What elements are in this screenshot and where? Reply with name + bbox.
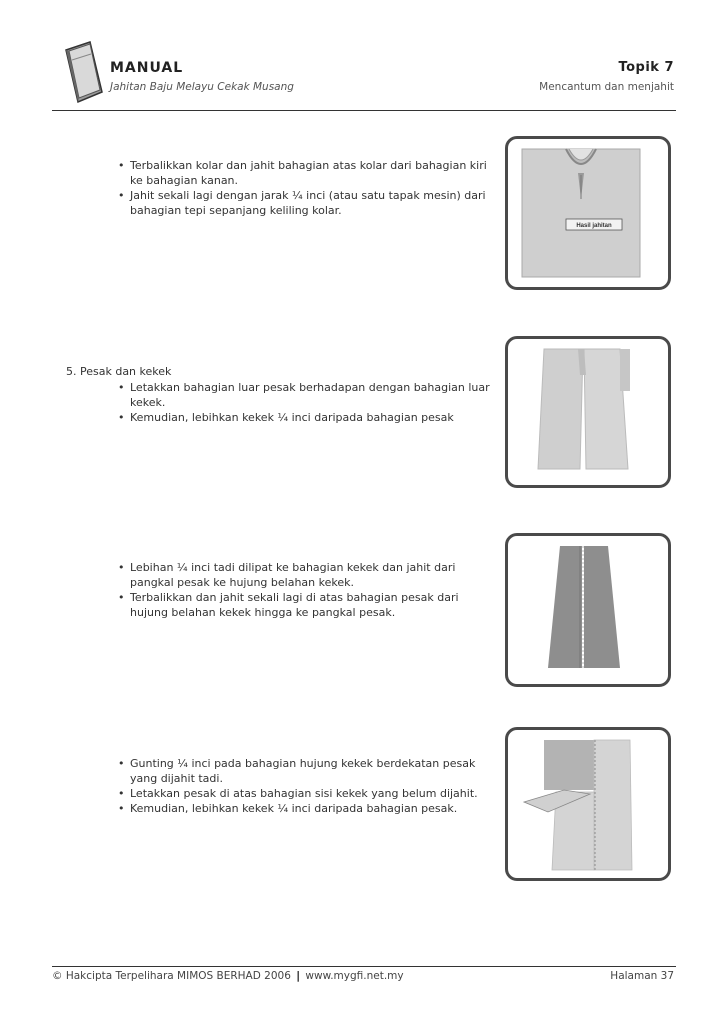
- copyright-text: © Hakcipta Terpelihara MIMOS BERHAD 2006: [52, 970, 291, 982]
- page-number: Halaman 37: [610, 970, 674, 982]
- list-item: • Lebihan ¼ inci tadi dilipat ke bahagian kekek dan jahit dari pangkal pesak ke hujung belahan kekek.: [118, 560, 498, 590]
- sew-kekek-figure: [505, 533, 671, 687]
- topic-subtitle: Mencantum dan menjahit: [539, 81, 674, 93]
- list-item: • Letakkan pesak di atas bahagian sisi kekek yang belum dijahit.: [118, 786, 498, 801]
- list-item: • Kemudian, lebihkan kekek ¼ inci daripada bahagian pesak: [118, 410, 498, 425]
- website-link[interactable]: www.mygfi.net.my: [305, 970, 404, 982]
- pesak-kekek-instructions: [118, 380, 498, 425]
- list-item: • Terbalikkan dan jahit sekali lagi di atas bahagian pesak dari hujung belahan kekek hingga ke pangkal pesak.: [118, 590, 498, 620]
- figure-label: Hasil jahitan: [576, 223, 612, 229]
- manual-title: MANUAL: [110, 60, 184, 76]
- list-item: • Gunting ¼ inci pada bahagian hujung kekek berdekatan pesak yang dijahit tadi.: [118, 756, 498, 786]
- sew-kekek-instructions: [118, 560, 498, 620]
- manual-subtitle: Jahitan Baju Melayu Cekak Musang: [110, 81, 294, 93]
- manual-book-icon: [60, 40, 108, 106]
- section-title-pesak-kekek: 5. Pesak dan kekek: [66, 365, 172, 378]
- collar-instructions: [118, 158, 498, 218]
- topic-number: Topik 7: [618, 60, 674, 75]
- footer-left: [52, 970, 404, 982]
- list-item: • Letakkan bahagian luar pesak berhadapan dengan bahagian luar kekek.: [118, 380, 498, 410]
- footer-divider: [52, 966, 676, 967]
- header-divider: [52, 110, 676, 111]
- pesak-kekek-figure: [505, 336, 671, 488]
- cut-kekek-figure: [505, 727, 671, 881]
- list-item: • Jahit sekali lagi dengan jarak ¼ inci (atau satu tapak mesin) dari bahagian tepi sepanjang keliling kolar.: [118, 188, 498, 218]
- list-item: • Terbalikkan kolar dan jahit bahagian atas kolar dari bahagian kiri ke bahagian kanan.: [118, 158, 498, 188]
- collar-figure: [505, 136, 671, 290]
- cut-kekek-instructions: [118, 756, 498, 816]
- list-item: • Kemudian, lebihkan kekek ¼ inci daripada bahagian pesak.: [118, 801, 498, 816]
- footer-separator: |: [296, 970, 301, 982]
